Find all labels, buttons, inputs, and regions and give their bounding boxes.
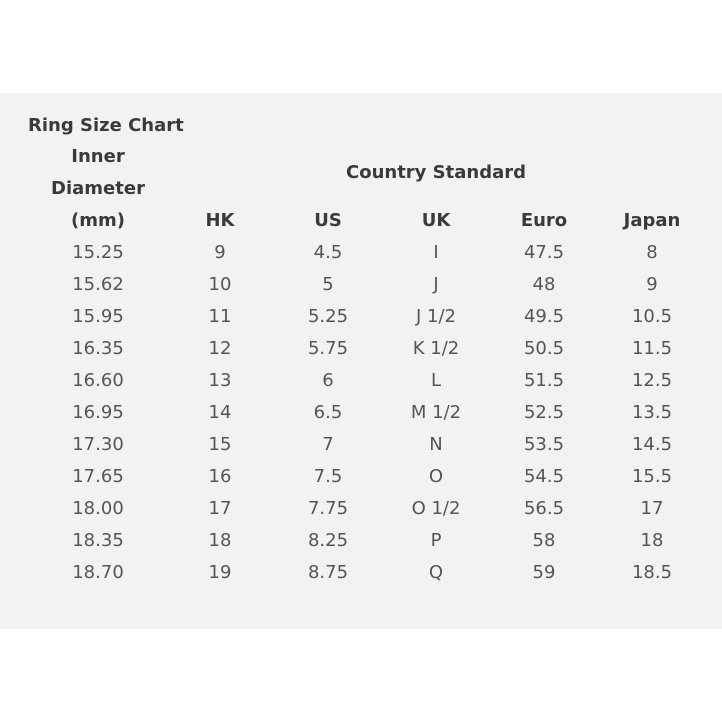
table-cell: 17 <box>208 498 232 519</box>
table-cell: 7 <box>322 434 334 455</box>
table-cell: 53.5 <box>523 434 565 455</box>
table-cell: I <box>433 242 439 263</box>
table-cell: 48 <box>532 274 556 295</box>
table-cell: 6 <box>322 370 334 391</box>
table-cell: 15.62 <box>72 274 124 295</box>
country-standard-header: Country Standard <box>345 162 527 183</box>
table-cell: 5.25 <box>307 306 349 327</box>
table-cell: 8.75 <box>307 562 349 583</box>
table-cell: 7.5 <box>313 466 343 487</box>
chart-title: Ring Size Chart <box>28 115 184 136</box>
table-cell: J 1/2 <box>416 306 456 327</box>
table-cell: 15.25 <box>72 242 124 263</box>
table-cell: 52.5 <box>523 402 565 423</box>
table-cell: 9 <box>646 274 658 295</box>
table-cell: 51.5 <box>523 370 565 391</box>
table-cell: 15 <box>208 434 232 455</box>
table-cell: 49.5 <box>523 306 565 327</box>
table-cell: 18 <box>208 530 232 551</box>
column-header-japan: Japan <box>623 210 681 231</box>
table-cell: 56.5 <box>523 498 565 519</box>
table-cell: O 1/2 <box>411 498 461 519</box>
table-cell: 18.5 <box>631 562 673 583</box>
table-cell: 54.5 <box>523 466 565 487</box>
table-cell: 16.60 <box>72 370 124 391</box>
table-cell: 7.75 <box>307 498 349 519</box>
table-cell: 12.5 <box>631 370 673 391</box>
table-cell: N <box>429 434 443 455</box>
table-cell: 4.5 <box>313 242 343 263</box>
table-cell: 11.5 <box>631 338 673 359</box>
inner-diameter-header-line: Diameter <box>51 178 145 199</box>
table-cell: 18.70 <box>72 562 124 583</box>
table-cell: 17.65 <box>72 466 124 487</box>
table-cell: 13 <box>208 370 232 391</box>
table-cell: Q <box>428 562 444 583</box>
table-cell: 6.5 <box>313 402 343 423</box>
inner-diameter-header-line: (mm) <box>71 210 125 231</box>
table-cell: 5 <box>322 274 334 295</box>
table-cell: 18 <box>640 530 664 551</box>
column-header-euro: Euro <box>520 210 568 231</box>
table-cell: 16 <box>208 466 232 487</box>
inner-diameter-header-line: Inner <box>71 146 125 167</box>
table-cell: 9 <box>214 242 226 263</box>
table-cell: 50.5 <box>523 338 565 359</box>
table-cell: 8 <box>646 242 658 263</box>
table-cell: 58 <box>532 530 556 551</box>
table-cell: 16.95 <box>72 402 124 423</box>
table-cell: J <box>433 274 439 295</box>
table-cell: O <box>428 466 444 487</box>
table-cell: 59 <box>532 562 556 583</box>
table-cell: 19 <box>208 562 232 583</box>
table-cell: M 1/2 <box>410 402 462 423</box>
table-cell: 14 <box>208 402 232 423</box>
table-cell: 12 <box>208 338 232 359</box>
column-header-hk: HK <box>205 210 235 231</box>
table-cell: P <box>430 530 442 551</box>
table-cell: 15.95 <box>72 306 124 327</box>
table-cell: 11 <box>208 306 232 327</box>
table-cell: 13.5 <box>631 402 673 423</box>
table-cell: 14.5 <box>631 434 673 455</box>
table-cell: 47.5 <box>523 242 565 263</box>
table-cell: K 1/2 <box>412 338 460 359</box>
table-cell: 15.5 <box>631 466 673 487</box>
table-cell: 8.25 <box>307 530 349 551</box>
column-header-us: US <box>314 210 342 231</box>
column-header-uk: UK <box>421 210 451 231</box>
table-cell: 10.5 <box>631 306 673 327</box>
table-cell: 10 <box>208 274 232 295</box>
table-cell: 18.00 <box>72 498 124 519</box>
table-cell: 17 <box>640 498 664 519</box>
table-cell: 5.75 <box>307 338 349 359</box>
table-cell: 18.35 <box>72 530 124 551</box>
table-cell: 17.30 <box>72 434 124 455</box>
table-cell: L <box>430 370 442 391</box>
table-cell: 16.35 <box>72 338 124 359</box>
